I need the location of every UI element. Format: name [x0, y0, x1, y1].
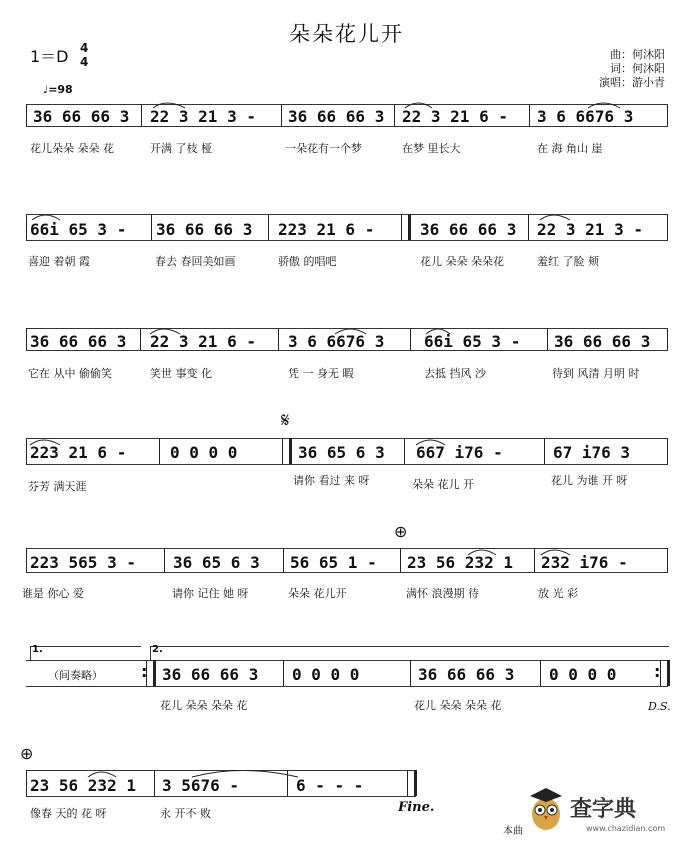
measure-notes: 0 0 0 0 [549, 665, 617, 684]
lyric-line: 在 海 角山 崖 [537, 142, 603, 155]
measure-notes: 22 3 21 3 - [537, 220, 643, 239]
slur [405, 103, 432, 108]
lyric-line: 笑世 事变 化 [150, 367, 212, 380]
lyric-line: 春去 春回美如画 [155, 255, 236, 268]
measure-notes: 36 66 66 3 [30, 332, 127, 351]
measure-notes: 23 56 232 1 [407, 553, 513, 572]
slur [153, 103, 185, 108]
lyric-line: 谁是 你心 爱 [22, 587, 84, 600]
lyric-line: 花儿朵朵 朵朵 花 [30, 142, 114, 155]
lyric-line: 请你 看过 来 呀 [293, 474, 370, 487]
time-sig-bottom: 4 [80, 55, 89, 69]
lyric-line: 凭 一 身无 暇 [288, 367, 354, 380]
slur [335, 329, 366, 334]
measure-notes: 56 65 1 - [290, 553, 377, 572]
measure-notes: 36 66 66 3 [33, 107, 130, 126]
slur [468, 550, 496, 555]
slurs [30, 103, 620, 777]
slur [426, 329, 450, 334]
slur [88, 772, 116, 777]
measure-notes: 36 65 6 3 [298, 443, 385, 462]
lyric-line: 去抵 挡风 沙 [424, 367, 486, 380]
lyric-line: 在梦 里长大 [402, 142, 461, 155]
lyric-line: 开满 了枝 桠 [150, 142, 212, 155]
composer-credit: 曲：何沐阳 [610, 48, 665, 61]
lyric-line: 花儿 朵朵 朵朵花 [420, 255, 504, 268]
slur [588, 103, 620, 108]
measure-notes: 36 66 66 3 [156, 220, 253, 239]
measure-notes: 0 0 0 0 [170, 443, 238, 462]
lyric-line: 花儿 朵朵 朵朵 花 [414, 699, 502, 712]
measure-notes: 3 6 6676 3 [288, 332, 385, 351]
measure-notes: 3 5676 - [162, 776, 240, 795]
lyric-line: 朵朵 花儿开 [288, 587, 347, 600]
coda-sign: ⊕ [20, 744, 34, 763]
lyric-line: 像春 天的 花 呀 [30, 807, 107, 820]
lyric-line: 它在 从中 偷偷笑 [28, 367, 112, 380]
interlude-note: （间奏略） [48, 669, 103, 682]
lyric-line: 羞红 了脸 颊 [537, 255, 599, 268]
lyric-line: 一朵花有一个梦 [285, 142, 362, 155]
lyric-line: 放 光 彩 [538, 587, 578, 600]
slur [416, 440, 445, 445]
lyricist-credit: 词：何沐阳 [610, 62, 665, 75]
lyric-line: 请你 记住 她 呀 [172, 587, 249, 600]
dal-segno-marking: D.S. [648, 700, 671, 713]
lyric-line: 喜迎 着朝 霞 [28, 255, 90, 268]
measure-notes: 36 66 66 3 [554, 332, 651, 351]
measure-notes: 36 66 66 3 [162, 665, 259, 684]
measure-notes: 67 i76 3 [553, 443, 631, 462]
measure-notes: 3 6 6676 3 [537, 107, 634, 126]
measure-notes: 232 i76 - [541, 553, 628, 572]
measure-notes: 0 0 0 0 [292, 665, 360, 684]
measure-notes: 22 3 21 6 - [402, 107, 508, 126]
segno-sign: 𝄋 [281, 408, 290, 432]
measure-notes: 36 65 6 3 [173, 553, 260, 572]
lyric-line: 满怀 浪漫期 待 [406, 587, 479, 600]
singer-credit: 演唱：游小青 [599, 76, 665, 89]
key-signature: 1＝D [30, 47, 69, 66]
measure-notes: 36 66 66 3 [420, 220, 517, 239]
tie [192, 771, 298, 778]
slur [540, 215, 570, 220]
lyric-line: 朵朵 花儿 开 [412, 478, 474, 491]
slur [150, 329, 180, 334]
coda-sign: ⊕ [394, 522, 408, 541]
song-title: 朵朵花儿开 [289, 22, 404, 46]
time-sig-top: 4 [80, 41, 89, 55]
measure-notes: 223 565 3 - [30, 553, 136, 572]
repeat-end-dots: : [654, 662, 661, 681]
measure-notes: 667 i76 - [416, 443, 503, 462]
watermark-logo-text: 查字典 [570, 797, 637, 822]
measure-notes: 22 3 21 3 - [150, 107, 256, 126]
measure-notes: 36 66 66 3 [288, 107, 385, 126]
measure-notes: 36 66 66 3 [418, 665, 515, 684]
lyric-line: 永 开不 败 [160, 807, 211, 820]
slur [30, 440, 60, 445]
lyric-line: 花儿 朵朵 朵朵 花 [160, 699, 248, 712]
measure-notes: 66i 65 3 - [424, 332, 521, 351]
lyric-line: 花儿 为谁 开 呀 [551, 474, 628, 487]
first-ending-label: 1. [32, 644, 43, 655]
owl-mascot-logo [526, 782, 566, 832]
lyric-line: 骄傲 的唱吧 [278, 255, 337, 268]
measure-notes: 223 21 6 - [30, 443, 127, 462]
slur [32, 215, 60, 220]
lyric-line: 待到 风清 月明 时 [552, 367, 640, 380]
second-ending-label: 2. [152, 644, 163, 655]
watermark-prefix: 本曲 [503, 826, 523, 837]
measure-notes: 22 3 21 6 - [150, 332, 256, 351]
measure-notes: 223 21 6 - [278, 220, 375, 239]
slur [541, 550, 570, 555]
repeat-end-dots: : [141, 662, 148, 681]
measure-notes: 66i 65 3 - [30, 220, 127, 239]
measure-notes: 6 - - - [296, 776, 364, 795]
tempo-marking: ♩=98 [43, 83, 73, 96]
fine-marking: Fine. [398, 800, 435, 815]
watermark-url: www.chazidian.com [586, 824, 666, 833]
lyric-line: 芬芳 满天涯 [28, 480, 87, 493]
measure-notes: 23 56 232 1 [30, 776, 136, 795]
